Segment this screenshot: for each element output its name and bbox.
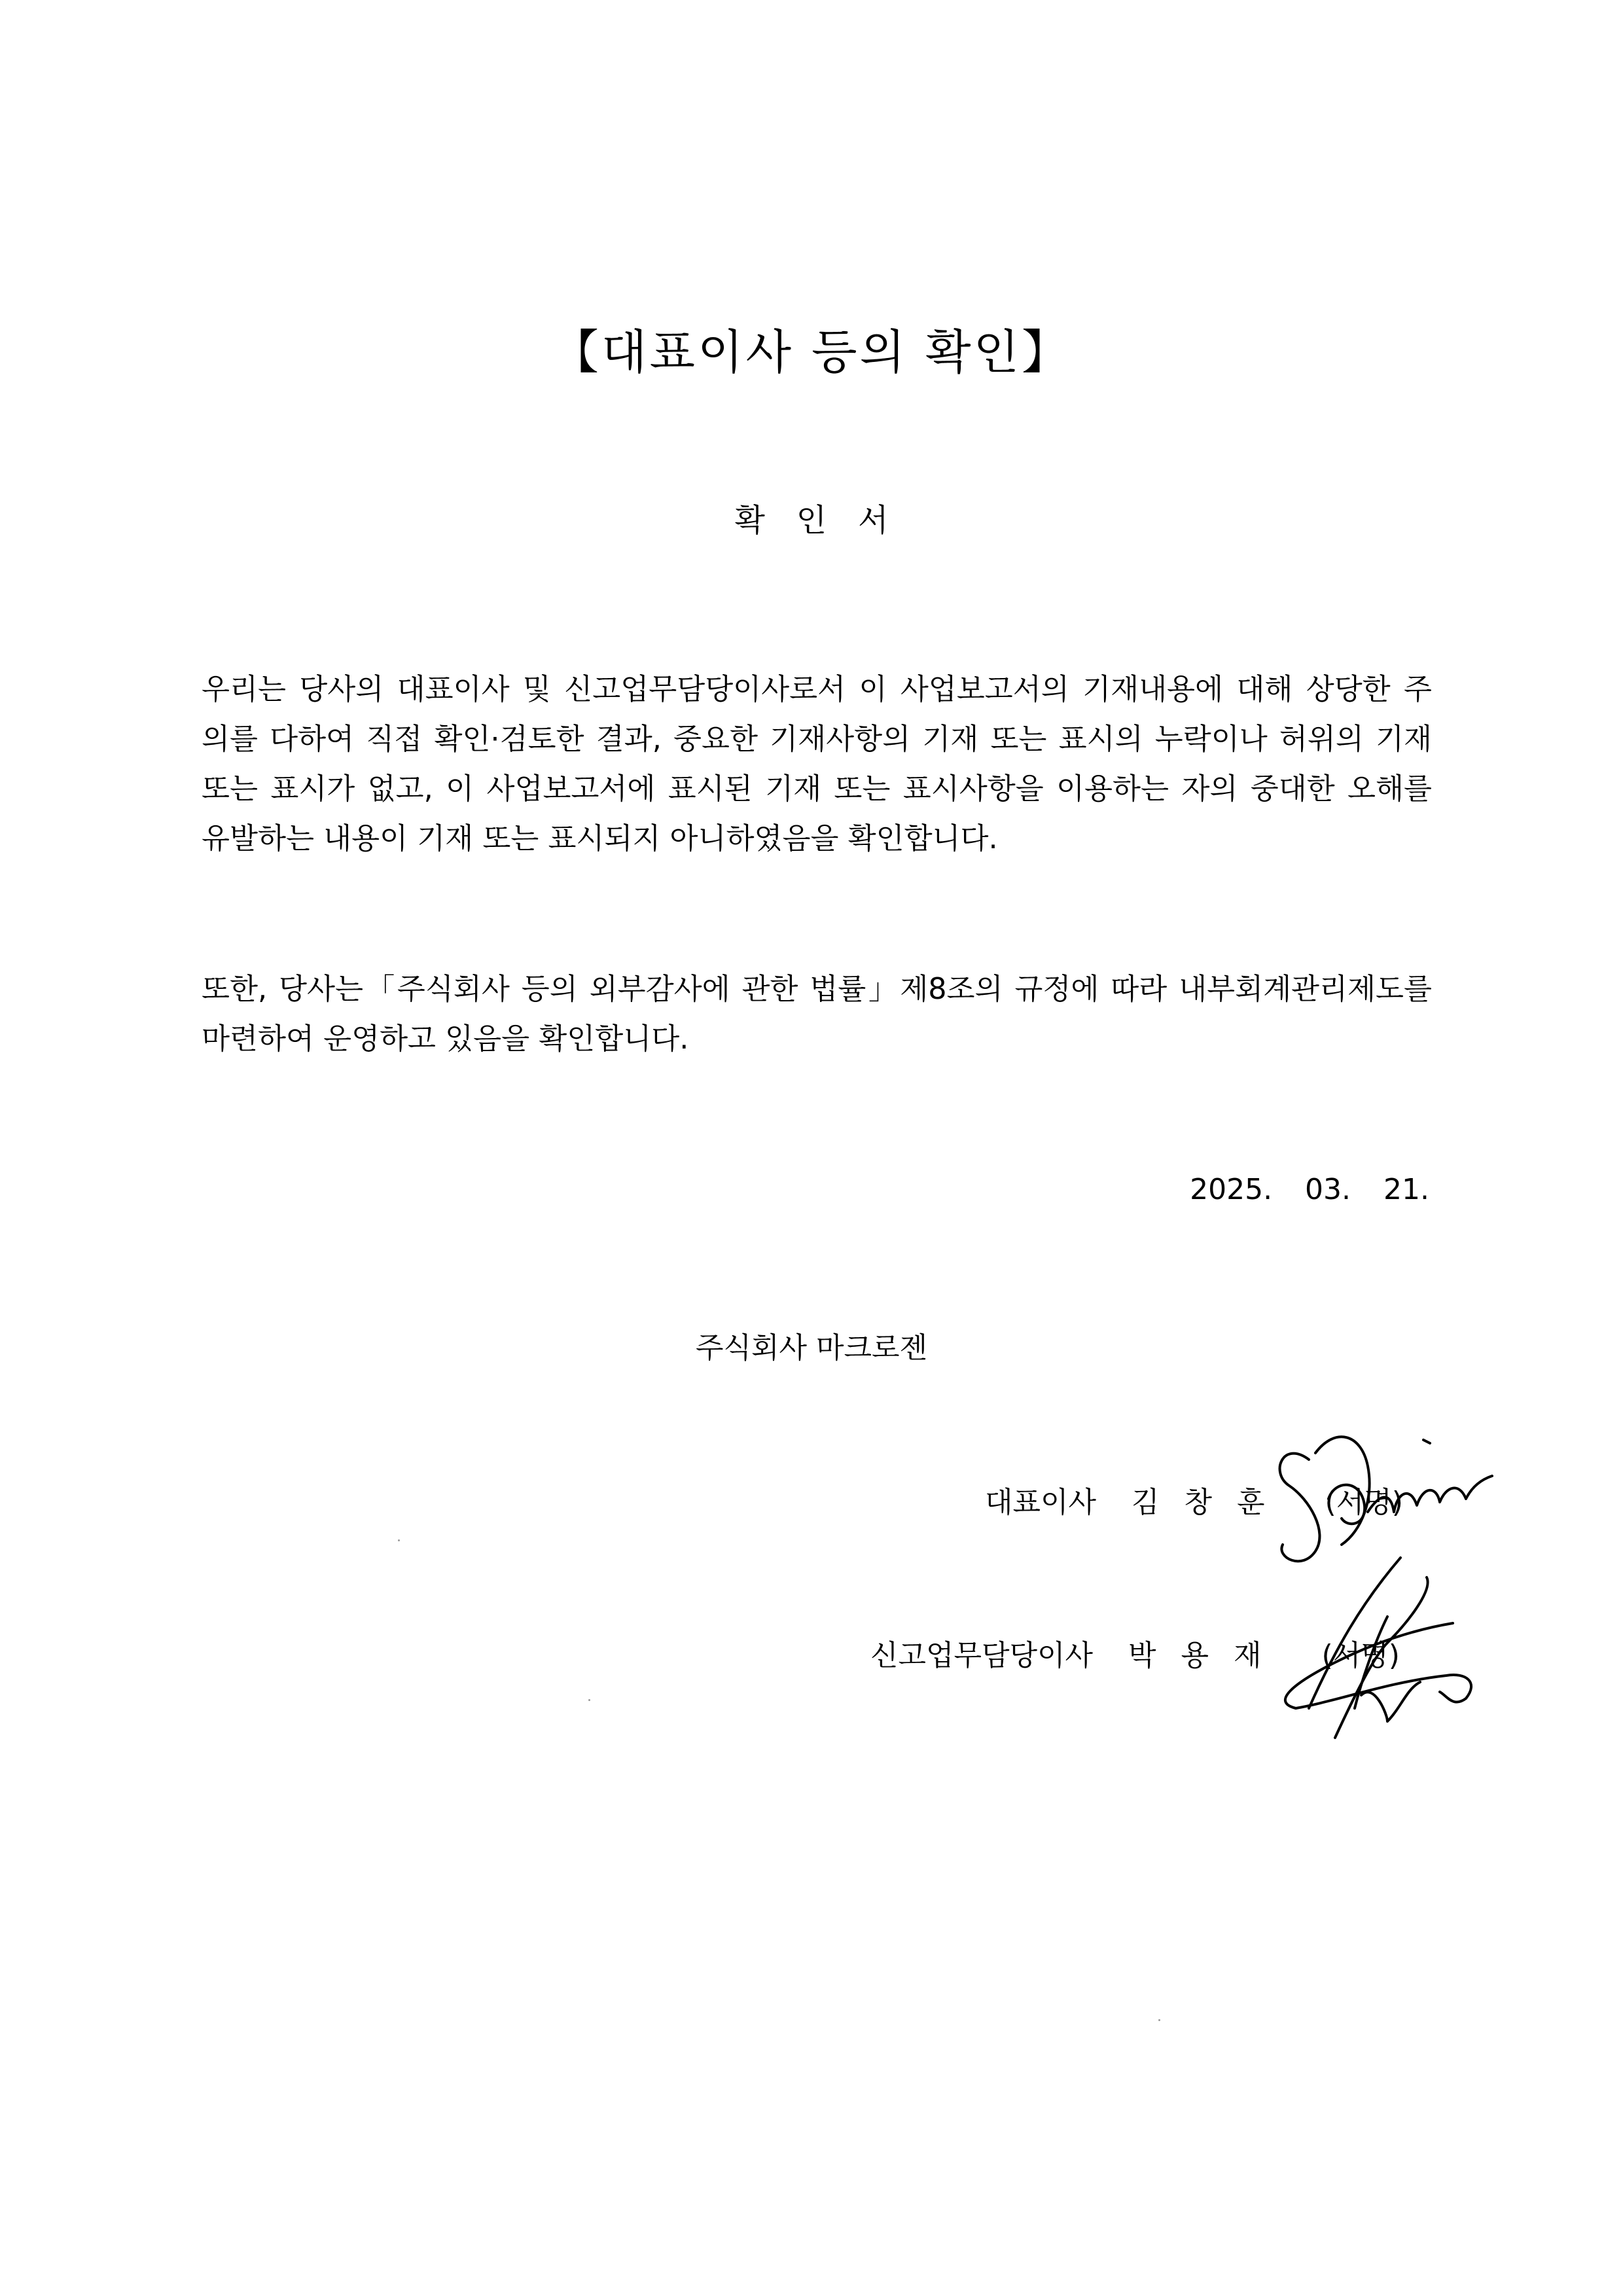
company-name: 주식회사 마크로젠: [695, 1331, 928, 1365]
signer-role: 대표이사: [985, 1486, 1097, 1519]
signer-reporting-director: [870, 1636, 1400, 1676]
signer-name: 김창훈: [1132, 1486, 1290, 1519]
paragraph-line: 마련하여 운영하고 있음을 확인합니다.: [202, 1022, 689, 1056]
confirmation-paragraph: [202, 665, 1432, 864]
signer-name: 박용재: [1128, 1639, 1287, 1672]
document-subtitle: 확인서: [734, 502, 920, 539]
signer-ceo: [985, 1483, 1403, 1522]
signer-role: 신고업무담당이사: [870, 1639, 1094, 1672]
document-date: 2025. 03. 21.: [1190, 1173, 1429, 1206]
internal-control-paragraph: [202, 965, 1432, 1064]
paragraph-line: 또한, 당사는「주식회사 등의 외부감사에 관한 법률」제8조의 규정에 따라 내부회계관리제도를: [202, 973, 1432, 1006]
scan-speck: [588, 1699, 590, 1701]
paragraph-line: 또는 표시가 없고, 이 사업보고서에 표시된 기재 또는 표시사항을 이용하는 자의 중대한 오해를: [202, 772, 1432, 806]
scan-speck: [398, 1539, 400, 1541]
document-title: 【대표이사 등의 확인】: [551, 325, 1072, 380]
signature-label: (서명): [1325, 1486, 1403, 1519]
paragraph-line: 유발하는 내용이 기재 또는 표시되지 아니하였음을 확인합니다.: [202, 822, 998, 855]
paragraph-line: 우리는 당사의 대표이사 및 신고업무담당이사로서 이 사업보고서의 기재내용에 대해 상당한 주: [202, 673, 1432, 706]
signature-label: (서명): [1321, 1639, 1400, 1672]
paragraph-line: 의를 다하여 직접 확인·검토한 결과, 중요한 기재사항의 기재 또는 표시의 누락이나 허위의 기재: [202, 723, 1432, 756]
scan-speck: [1158, 2019, 1160, 2021]
